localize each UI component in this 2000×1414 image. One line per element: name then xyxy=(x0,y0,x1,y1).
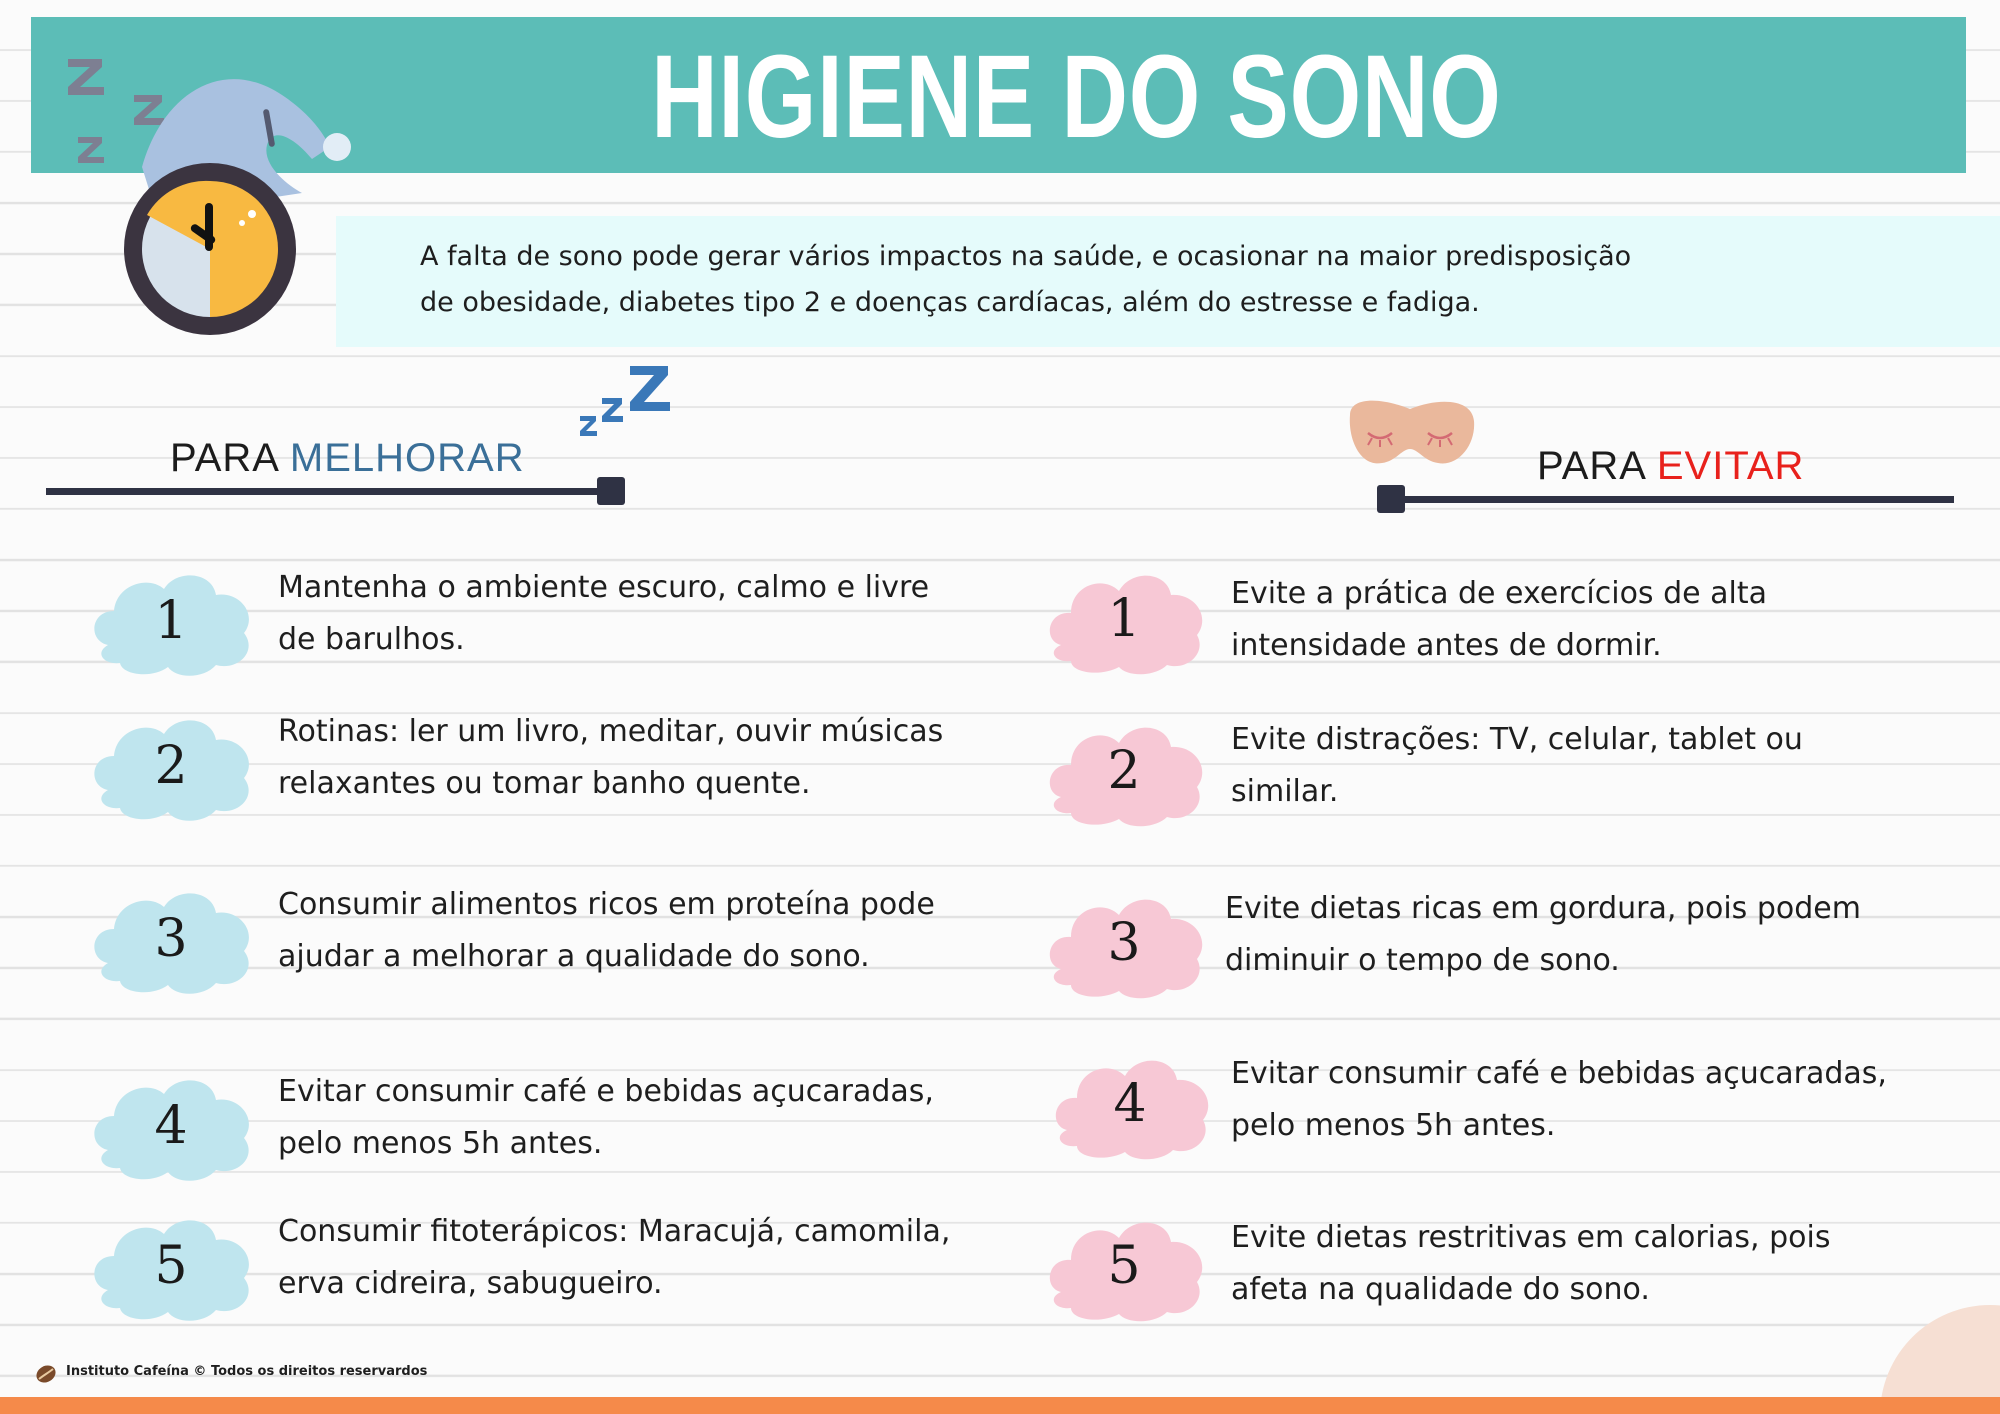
improve-heading-prefix: PARA xyxy=(170,436,278,480)
coffee-bean-icon xyxy=(34,1363,58,1385)
item-number: 2 xyxy=(154,736,188,796)
item-number: 4 xyxy=(154,1096,188,1156)
sleeping-clock-icon xyxy=(62,55,362,355)
improve-item-2-text: Rotinas: ler um livro, meditar, ouvir músicas relaxantes ou tomar banho quente. xyxy=(278,714,944,801)
avoid-item-3-text: Evite dietas ricas em gordura, pois podem diminuir o tempo de sono. xyxy=(1225,891,1861,978)
cloud-icon xyxy=(1041,565,1207,675)
avoid-item-1-text: Evite a prática de exercícios de alta intensidade antes de dormir. xyxy=(1231,576,1768,663)
avoid-item-4-text: Evitar consumir café e bebidas açucaradas, pelo menos 5h antes. xyxy=(1231,1056,1887,1143)
improve-item-1-text: Mantenha o ambiente escuro, calmo e livre de barulhos. xyxy=(278,570,930,657)
bottom-bar xyxy=(0,1397,2000,1414)
cloud-icon xyxy=(88,567,254,677)
improve-item-4-text: Evitar consumir café e bebidas açucaradas, pelo menos 5h antes. xyxy=(278,1074,934,1161)
avoid-item-2-text: Evite distrações: TV, celular, tablet ou similar. xyxy=(1231,722,1803,809)
avoid-item-5-text: Evite dietas restritivas em calorias, pois afeta na qualidade do sono. xyxy=(1231,1220,1831,1307)
intro-text: A falta de sono pode gerar vários impactos na saúde, e ocasionar na maior predisposição de obesidade, diabetes tipo 2 e doenças cardíacas, além do estresse e fadiga. xyxy=(420,241,1632,318)
item-number: 3 xyxy=(154,909,188,969)
improve-heading xyxy=(170,436,525,480)
avoid-heading xyxy=(1537,444,1804,488)
intro-box xyxy=(336,216,2000,347)
item-number: 1 xyxy=(1107,589,1141,649)
avoid-heading-keyword: EVITAR xyxy=(1656,444,1805,488)
improve-heading-keyword: MELHORAR xyxy=(289,436,525,480)
cloud-icon xyxy=(1041,717,1207,827)
cloud-icon xyxy=(88,712,254,822)
avoid-divider xyxy=(1378,496,1954,503)
improve-item-3-text: Consumir alimentos ricos em proteína pode ajudar a melhorar a qualidade do sono. xyxy=(278,887,935,974)
cloud-icon xyxy=(1041,1212,1207,1322)
cloud-icon xyxy=(1041,889,1207,999)
cloud-icon xyxy=(88,1212,254,1322)
page-title: HIGIENE DO SONO xyxy=(651,31,1502,163)
item-number: 1 xyxy=(154,591,188,651)
improve-divider xyxy=(46,488,610,495)
improve-item-5-text: Consumir fitoterápicos: Maracujá, camomila, erva cidreira, sabugueiro. xyxy=(278,1214,951,1301)
cloud-icon xyxy=(88,885,254,995)
item-number: 3 xyxy=(1107,913,1141,973)
avoid-heading-prefix: PARA xyxy=(1537,444,1645,488)
item-number: 5 xyxy=(1107,1236,1141,1296)
improve-divider-knob xyxy=(597,477,625,505)
avoid-divider-knob xyxy=(1377,485,1405,513)
item-number: 2 xyxy=(1107,741,1141,801)
copyright-text: Instituto Cafeína © Todos os direitos reservardos xyxy=(66,1364,428,1379)
item-number: 4 xyxy=(1113,1074,1147,1134)
zzz-icon xyxy=(578,360,678,450)
cloud-icon xyxy=(88,1072,254,1182)
item-number: 5 xyxy=(154,1236,188,1296)
sleep-mask-icon xyxy=(1340,395,1480,475)
cloud-icon xyxy=(1047,1050,1213,1160)
